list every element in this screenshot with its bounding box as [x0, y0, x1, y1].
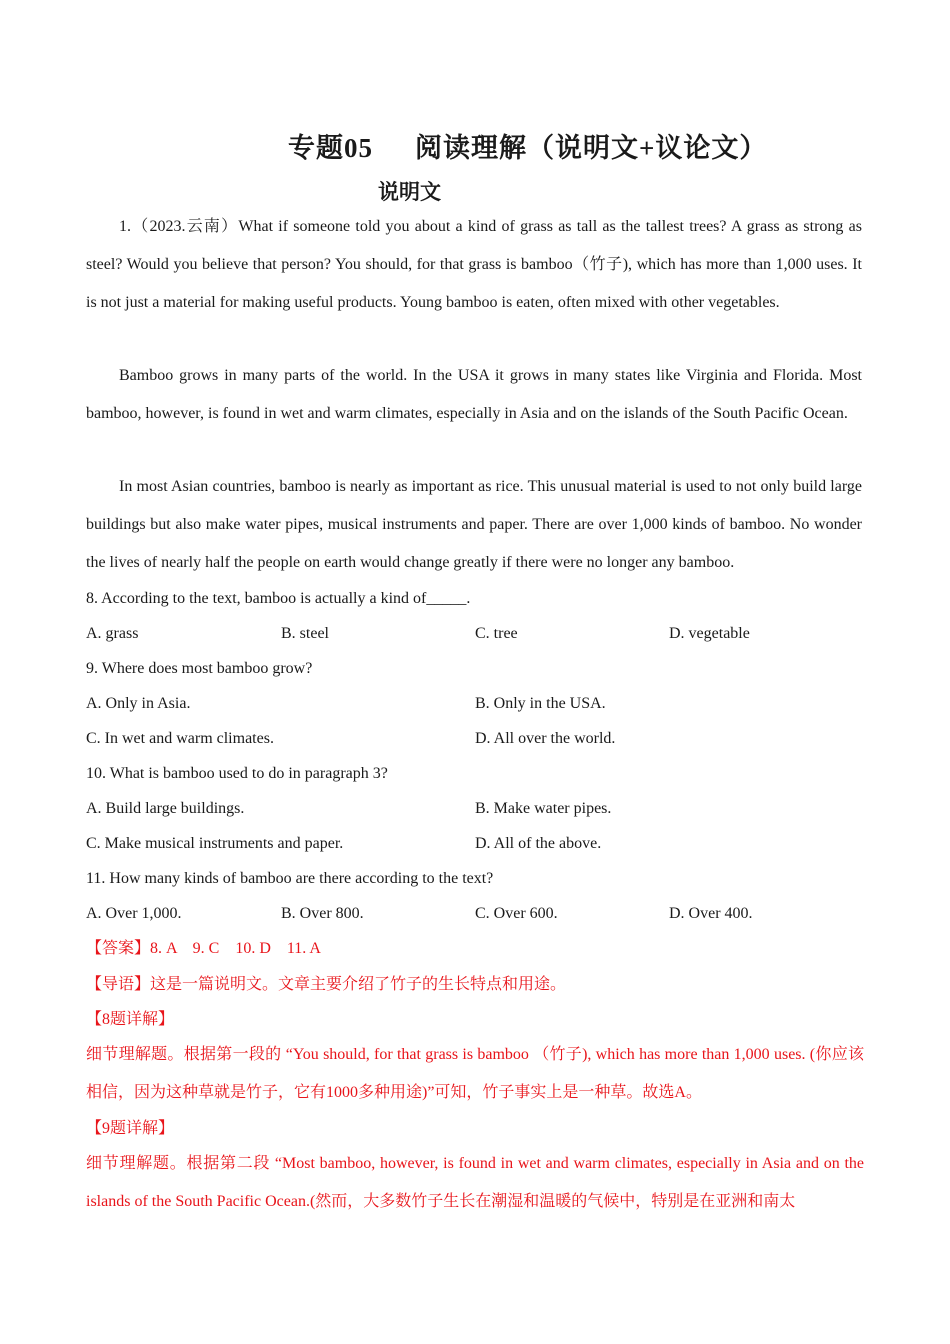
question-8-stem: 8. According to the text, bamboo is actually a kind of_____. [86, 590, 471, 607]
question-11-option-c: C. Over 600. [475, 905, 558, 922]
question-10-option-d: D. All of the above. [475, 835, 602, 852]
question-10-option-a: A. Build large buildings. [86, 800, 245, 817]
question-9-option-d: D. All over the world. [475, 730, 616, 747]
question-11-option-b: B. Over 800. [281, 905, 364, 922]
question-10-option-c: C. Make musical instruments and paper. [86, 835, 344, 852]
question-8-explanation: 细节理解题。根据第一段的 “You should, for that grass is bamboo （竹子), which has more than 1,000 uses. (你应该相信，因为这种草就是竹子，它有1000多种用途)”可知，竹子事实上是一种草。故选A。 [86, 1046, 864, 1101]
passage-paragraph-1: 1.（2023.云南）What if someone told you about a kind of grass as tall as the tallest trees? A grass as strong as steel? Would you believe that person? You should, for that grass is bamboo（竹子), which has more than 1,000 uses. It is not just a material for making useful products. Young bamboo is eaten, often mixed with other vegetables. [86, 218, 862, 311]
question-9-explanation: 细节理解题。根据第二段 “Most bamboo, however, is found in wet and warm climates, especially in Asia and on the islands of the South Pacific Ocean.(然而，大多数竹子生长在潮湿和温暖的气候中，特别是在亚洲和南太 [86, 1155, 864, 1210]
question-9-stem: 9. Where does most bamboo grow? [86, 660, 313, 677]
document-title [288, 126, 767, 165]
question-10-option-b: B. Make water pipes. [475, 800, 612, 817]
title-topic-number: 专题05 [288, 133, 373, 163]
question-9-explanation-heading: 【9题详解】 [86, 1120, 175, 1137]
title-topic-name: 阅读理解（说明文+议论文） [415, 133, 768, 163]
section-subtitle: 说明文 [378, 180, 441, 204]
passage-paragraph-3: In most Asian countries, bamboo is nearly as important as rice. This unusual material is used to not only build large buildings but also make water pipes, musical instruments and paper. There are over 1,000 kinds of bamboo. No wonder the lives of nearly half the people on earth would change greatly if there were no longer any bamboo. [86, 478, 862, 571]
question-10-stem: 10. What is bamboo used to do in paragraph 3? [86, 765, 388, 782]
question-11-option-d: D. Over 400. [669, 905, 753, 922]
question-8-explanation-heading: 【8题详解】 [86, 1011, 175, 1028]
passage-guide: 【导语】这是一篇说明文。文章主要介绍了竹子的生长特点和用途。 [86, 976, 567, 993]
question-8-option-b: B. steel [281, 625, 329, 642]
question-9-option-a: A. Only in Asia. [86, 695, 191, 712]
question-9-option-c: C. In wet and warm climates. [86, 730, 274, 747]
question-11-stem: 11. How many kinds of bamboo are there according to the text? [86, 870, 494, 887]
question-8-option-c: C. tree [475, 625, 518, 642]
answer-key: 【答案】8. A 9. C 10. D 11. A [86, 940, 321, 957]
question-8-option-d: D. vegetable [669, 625, 750, 642]
question-11-option-a: A. Over 1,000. [86, 905, 182, 922]
question-9-option-b: B. Only in the USA. [475, 695, 606, 712]
question-8-option-a: A. grass [86, 625, 139, 642]
passage-paragraph-2: Bamboo grows in many parts of the world. In the USA it grows in many states like Virginia and Florida. Most bamboo, however, is found in wet and warm climates, especially in Asia and on the islands of the South Pacific Ocean. [86, 367, 862, 422]
